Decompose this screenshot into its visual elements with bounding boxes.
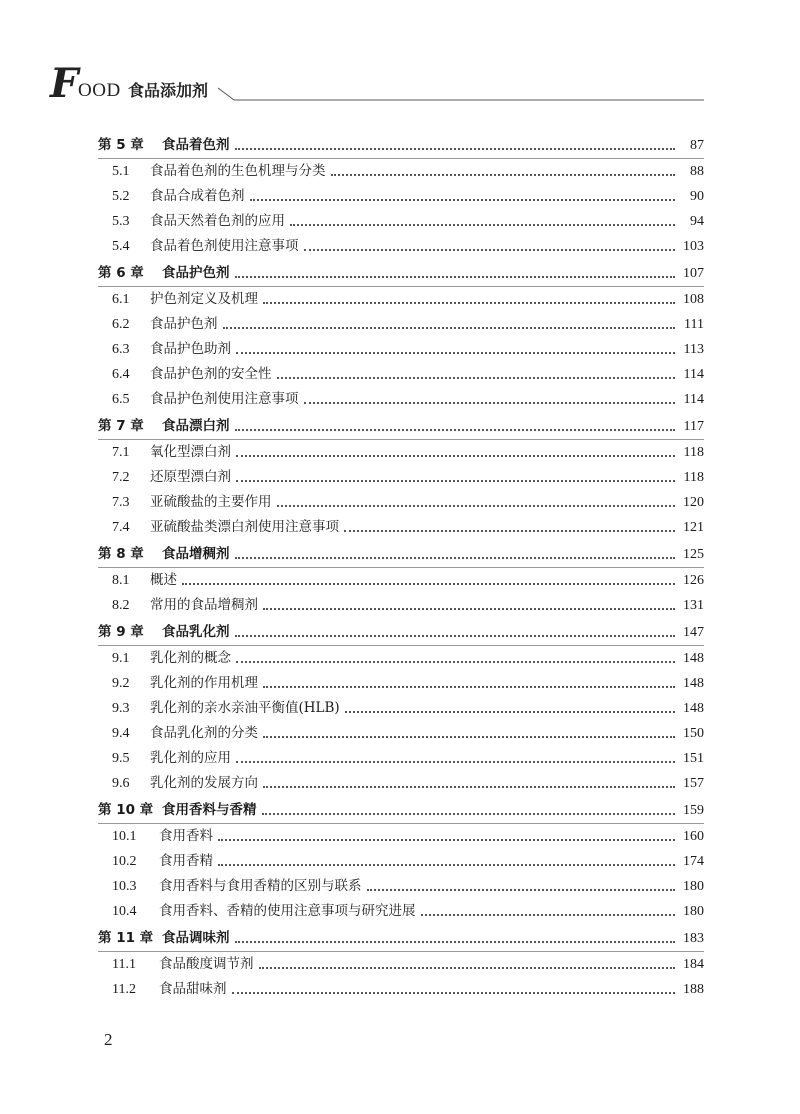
toc-entry-number: 6.4 <box>112 367 130 382</box>
dot-leader <box>277 504 676 507</box>
dot-leader <box>236 351 675 354</box>
dot-leader <box>235 147 676 150</box>
toc-section-row[interactable] <box>98 849 704 874</box>
toc-chapter-row[interactable] <box>98 540 704 568</box>
toc-entry-page: 131 <box>683 598 704 613</box>
dot-leader <box>277 376 676 379</box>
toc-section-row[interactable] <box>98 899 704 924</box>
toc-entry-page: 103 <box>683 239 704 254</box>
toc-entry-title: 食品护色剂的安全性 <box>150 366 272 382</box>
dot-leader <box>263 685 675 688</box>
toc-entry-number: 7.3 <box>112 495 130 510</box>
toc-section-row[interactable] <box>98 568 704 593</box>
toc-section-row[interactable] <box>98 312 704 337</box>
toc-entry-page: 188 <box>683 982 704 997</box>
toc-entry-number: 10.1 <box>112 829 137 844</box>
toc-entry-page: 111 <box>684 317 704 332</box>
toc-entry-title: 乳化剂的亲水亲油平衡值(HLB) <box>150 700 340 716</box>
toc-entry-title: 食用香料与食用香精的区别与联系 <box>159 878 362 894</box>
dot-leader <box>232 991 676 994</box>
toc-entry-number: 第 9 章 <box>98 623 144 640</box>
toc-entry-number: 5.4 <box>112 239 130 254</box>
toc-entry-page: 147 <box>683 624 704 640</box>
dot-leader <box>218 863 675 866</box>
dot-leader <box>236 479 675 482</box>
toc-entry-title: 还原型漂白剂 <box>150 469 231 485</box>
toc-entry-title: 食用香料、香精的使用注意事项与研究进展 <box>159 903 416 919</box>
toc-entry-title: 乳化剂的应用 <box>150 750 231 766</box>
dot-leader <box>304 401 676 404</box>
toc-entry-number: 9.4 <box>112 726 130 741</box>
toc-entry-number: 9.2 <box>112 676 130 691</box>
toc-entry-number: 第 8 章 <box>98 545 144 562</box>
toc-chapter-row[interactable] <box>98 796 704 824</box>
toc-entry-title: 食品着色剂 <box>162 136 230 153</box>
toc-entry-page: 126 <box>683 573 704 588</box>
toc-entry-page: 184 <box>683 957 704 972</box>
toc-section-row[interactable] <box>98 671 704 696</box>
toc-entry-title: 食用香料与香精 <box>162 801 257 818</box>
toc-entry-title: 亚硫酸盐类漂白剂使用注意事项 <box>150 519 339 535</box>
dot-leader <box>344 529 675 532</box>
toc-entry-page: 94 <box>690 214 704 229</box>
toc-entry-number: 9.5 <box>112 751 130 766</box>
toc-entry-title: 乳化剂的概念 <box>150 650 231 666</box>
dot-leader <box>236 454 675 457</box>
toc-entry-page: 120 <box>683 495 704 510</box>
toc-entry-title: 概述 <box>150 572 177 588</box>
toc-entry-title: 食用香精 <box>159 853 213 869</box>
toc-entry-page: 118 <box>683 445 704 460</box>
dot-leader <box>218 838 675 841</box>
toc-chapter-row[interactable] <box>98 924 704 952</box>
toc-entry-title: 食品天然着色剂的应用 <box>150 213 285 229</box>
dot-leader <box>235 940 676 943</box>
toc-entry-number: 5.1 <box>112 164 130 179</box>
toc-section-row[interactable] <box>98 387 704 412</box>
toc-section-row[interactable] <box>98 490 704 515</box>
toc-entry-page: 183 <box>683 930 704 946</box>
toc-section-row[interactable] <box>98 337 704 362</box>
toc-entry-title: 食品增稠剂 <box>162 545 230 562</box>
toc-entry-page: 180 <box>683 904 704 919</box>
toc-entry-page: 157 <box>683 776 704 791</box>
toc-entry-number: 第 7 章 <box>98 417 144 434</box>
toc-entry-page: 160 <box>683 829 704 844</box>
toc-entry-title: 食品护色剂使用注意事项 <box>150 391 299 407</box>
toc-entry-title: 食品乳化剂的分类 <box>150 725 258 741</box>
toc-entry-title: 常用的食品增稠剂 <box>150 597 258 613</box>
toc-entry-page: 108 <box>683 292 704 307</box>
toc-entry-title: 食品酸度调节剂 <box>159 956 254 972</box>
toc-entry-page: 148 <box>683 651 704 666</box>
dot-leader <box>235 634 676 637</box>
toc-entry-page: 114 <box>683 367 704 382</box>
toc-section-row[interactable] <box>98 362 704 387</box>
toc-section-row[interactable] <box>98 746 704 771</box>
table-of-contents <box>98 131 704 1002</box>
toc-entry-title: 亚硫酸盐的主要作用 <box>150 494 272 510</box>
toc-entry-page: 148 <box>683 676 704 691</box>
toc-entry-page: 88 <box>690 164 704 179</box>
toc-entry-number: 第 10 章 <box>98 801 154 818</box>
dot-leader <box>290 223 675 226</box>
dot-leader <box>262 812 676 815</box>
brand-rest: OOD <box>78 80 121 101</box>
running-header <box>50 62 710 108</box>
toc-entry-page: 118 <box>683 470 704 485</box>
toc-entry-page: 150 <box>683 726 704 741</box>
dot-leader <box>304 248 676 251</box>
toc-entry-number: 6.1 <box>112 292 130 307</box>
toc-entry-title: 食品甜味剂 <box>159 981 227 997</box>
toc-section-row[interactable] <box>98 593 704 618</box>
toc-entry-number: 第 11 章 <box>98 929 154 946</box>
toc-section-row[interactable] <box>98 646 704 671</box>
toc-entry-title: 食用香料 <box>159 828 213 844</box>
toc-entry-number: 10.2 <box>112 854 137 869</box>
toc-entry-title: 食品护色助剂 <box>150 341 231 357</box>
toc-entry-page: 180 <box>683 879 704 894</box>
toc-entry-title: 乳化剂的发展方向 <box>150 775 258 791</box>
toc-entry-page: 148 <box>683 701 704 716</box>
toc-entry-page: 174 <box>683 854 704 869</box>
toc-entry-number: 7.1 <box>112 445 130 460</box>
dot-leader <box>236 660 675 663</box>
dot-leader <box>263 301 675 304</box>
toc-entry-number: 6.2 <box>112 317 130 332</box>
dot-leader <box>235 556 676 559</box>
toc-entry-number: 9.6 <box>112 776 130 791</box>
dot-leader <box>223 326 676 329</box>
dot-leader <box>367 888 676 891</box>
toc-chapter-row[interactable] <box>98 131 704 159</box>
dot-leader <box>263 735 675 738</box>
toc-entry-page: 159 <box>683 802 704 818</box>
toc-chapter-row[interactable] <box>98 412 704 440</box>
toc-entry-title: 食品合成着色剂 <box>150 188 245 204</box>
dot-leader <box>263 607 675 610</box>
toc-entry-page: 121 <box>683 520 704 535</box>
toc-entry-title: 氧化型漂白剂 <box>150 444 231 460</box>
book-title: 食品添加剂 <box>128 81 209 100</box>
dot-leader <box>250 198 676 201</box>
toc-entry-number: 5.3 <box>112 214 130 229</box>
toc-entry-page: 151 <box>683 751 704 766</box>
toc-entry-title: 食品着色剂使用注意事项 <box>150 238 299 254</box>
toc-entry-number: 5.2 <box>112 189 130 204</box>
toc-entry-page: 125 <box>683 546 704 562</box>
toc-entry-page: 90 <box>690 189 704 204</box>
toc-entry-number: 11.1 <box>112 957 136 972</box>
toc-entry-number: 8.1 <box>112 573 130 588</box>
toc-entry-title: 食品护色剂 <box>162 264 230 281</box>
toc-section-row[interactable] <box>98 515 704 540</box>
dot-leader <box>421 913 676 916</box>
toc-section-row[interactable] <box>98 952 704 977</box>
toc-entry-number: 7.4 <box>112 520 130 535</box>
brand-initial: F <box>50 60 79 107</box>
toc-entry-number: 9.3 <box>112 701 130 716</box>
toc-section-row[interactable] <box>98 440 704 465</box>
toc-chapter-row[interactable] <box>98 259 704 287</box>
dot-leader <box>235 275 676 278</box>
toc-entry-title: 护色剂定义及机理 <box>150 291 258 307</box>
dot-leader <box>263 785 675 788</box>
page-number: 2 <box>104 1030 113 1049</box>
toc-section-row[interactable] <box>98 824 704 849</box>
toc-entry-title: 食品着色剂的生色机理与分类 <box>150 163 326 179</box>
toc-section-row[interactable] <box>98 977 704 1002</box>
toc-entry-number: 9.1 <box>112 651 130 666</box>
toc-section-row[interactable] <box>98 465 704 490</box>
toc-entry-number: 7.2 <box>112 470 130 485</box>
dot-leader <box>259 966 676 969</box>
dot-leader <box>345 710 675 713</box>
toc-entry-number: 6.3 <box>112 342 130 357</box>
toc-section-row[interactable] <box>98 209 704 234</box>
toc-entry-number: 第 5 章 <box>98 136 144 153</box>
toc-section-row[interactable] <box>98 287 704 312</box>
toc-entry-number: 10.4 <box>112 904 137 919</box>
dot-leader <box>236 760 675 763</box>
toc-entry-page: 87 <box>690 137 704 153</box>
toc-entry-number: 10.3 <box>112 879 137 894</box>
toc-section-row[interactable] <box>98 159 704 184</box>
dot-leader <box>182 582 675 585</box>
toc-section-row[interactable] <box>98 771 704 796</box>
toc-section-row[interactable] <box>98 696 704 721</box>
toc-entry-title: 乳化剂的作用机理 <box>150 675 258 691</box>
dot-leader <box>235 428 676 431</box>
toc-entry-number: 8.2 <box>112 598 130 613</box>
toc-entry-number: 第 6 章 <box>98 264 144 281</box>
toc-entry-title: 食品调味剂 <box>162 929 230 946</box>
toc-section-row[interactable] <box>98 721 704 746</box>
toc-entry-page: 107 <box>683 265 704 281</box>
toc-entry-page: 113 <box>683 342 704 357</box>
toc-section-row[interactable] <box>98 234 704 259</box>
toc-section-row[interactable] <box>98 874 704 899</box>
toc-chapter-row[interactable] <box>98 618 704 646</box>
toc-entry-page: 117 <box>683 418 704 434</box>
toc-entry-page: 114 <box>683 392 704 407</box>
toc-entry-number: 6.5 <box>112 392 130 407</box>
toc-section-row[interactable] <box>98 184 704 209</box>
toc-entry-title: 食品乳化剂 <box>162 623 230 640</box>
toc-entry-number: 11.2 <box>112 982 136 997</box>
toc-entry-title: 食品漂白剂 <box>162 417 230 434</box>
toc-entry-title: 食品护色剂 <box>150 316 218 332</box>
dot-leader <box>331 173 676 176</box>
